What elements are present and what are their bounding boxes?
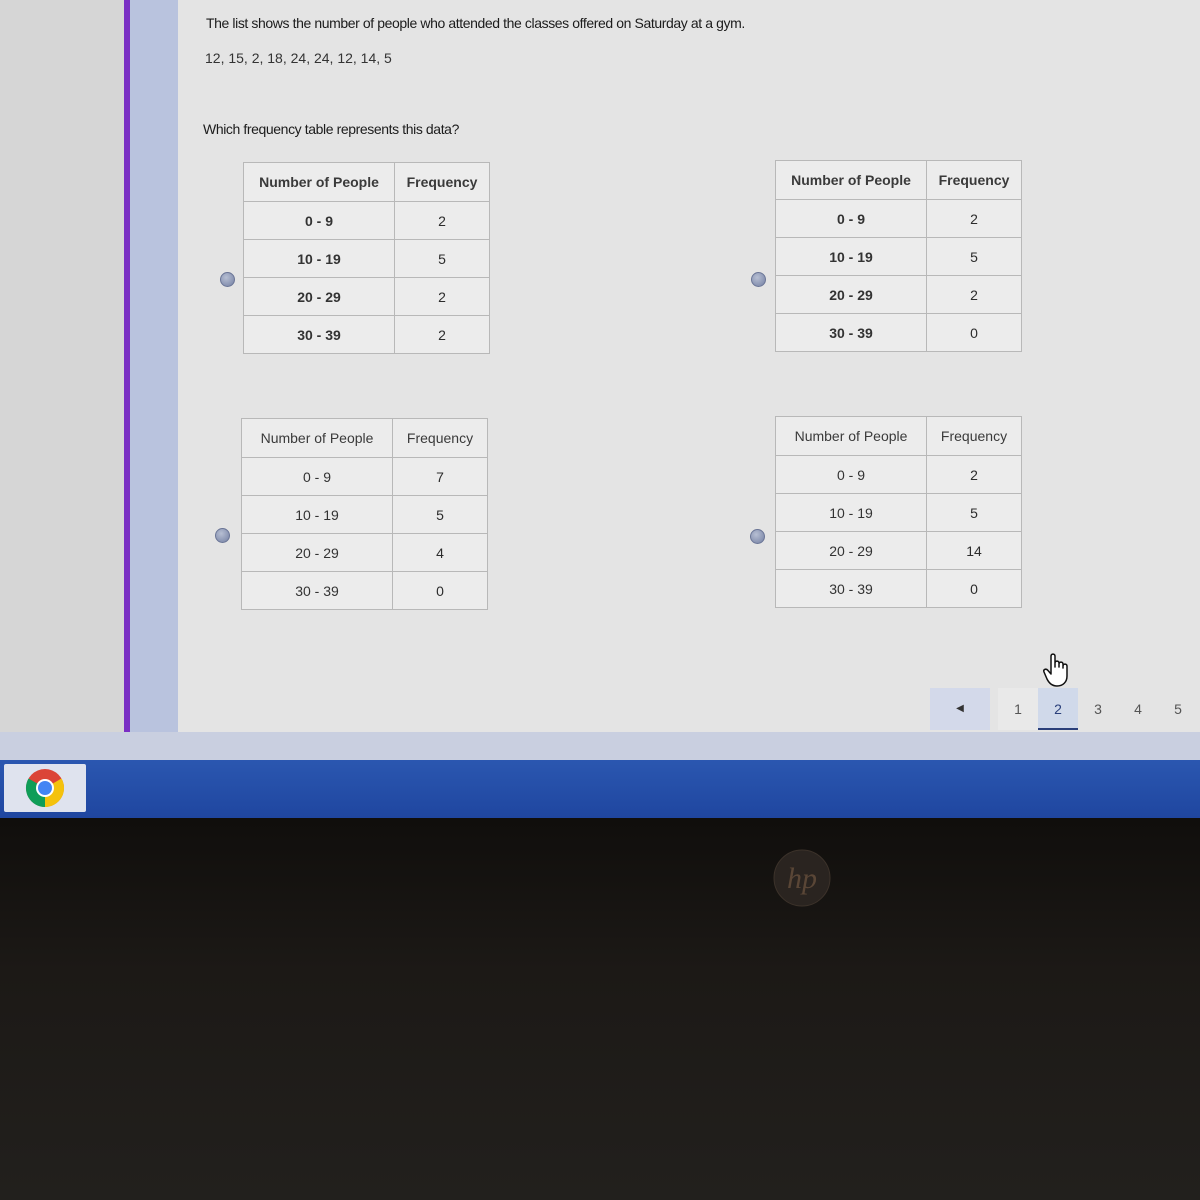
range-cell: 10 - 19 bbox=[776, 238, 927, 276]
option-c-table bbox=[241, 418, 488, 610]
range-cell: 30 - 39 bbox=[242, 572, 393, 610]
table-row bbox=[776, 200, 1022, 238]
frequency-cell: 2 bbox=[395, 278, 490, 316]
frequency-cell: 2 bbox=[927, 456, 1022, 494]
range-cell: 30 - 39 bbox=[776, 570, 927, 608]
header-number-of-people: Number of People bbox=[776, 417, 927, 456]
chrome-icon bbox=[24, 767, 66, 809]
side-strip bbox=[130, 0, 178, 732]
frequency-cell: 14 bbox=[927, 532, 1022, 570]
frequency-cell: 0 bbox=[393, 572, 488, 610]
hand-cursor-icon bbox=[1042, 652, 1072, 688]
option-b-radio[interactable] bbox=[751, 272, 766, 287]
table-header-row bbox=[244, 163, 490, 202]
frequency-cell: 5 bbox=[927, 238, 1022, 276]
table-row bbox=[776, 276, 1022, 314]
page-5-button[interactable]: 5 bbox=[1174, 701, 1182, 717]
option-b-table bbox=[775, 160, 1022, 352]
table-row bbox=[242, 534, 488, 572]
data-list: 12, 15, 2, 18, 24, 24, 12, 14, 5 bbox=[205, 50, 392, 66]
header-frequency: Frequency bbox=[927, 161, 1022, 200]
header-number-of-people: Number of People bbox=[776, 161, 927, 200]
table-row bbox=[244, 316, 490, 354]
range-cell: 20 - 29 bbox=[776, 276, 927, 314]
frequency-cell: 5 bbox=[393, 496, 488, 534]
frequency-cell: 0 bbox=[927, 570, 1022, 608]
range-cell: 10 - 19 bbox=[244, 240, 395, 278]
table-row bbox=[776, 494, 1022, 532]
table-row bbox=[776, 456, 1022, 494]
frequency-cell: 2 bbox=[395, 202, 490, 240]
question-panel bbox=[178, 0, 1200, 732]
left-gutter bbox=[0, 0, 126, 732]
frequency-cell: 5 bbox=[927, 494, 1022, 532]
range-cell: 30 - 39 bbox=[776, 314, 927, 352]
table-row bbox=[776, 570, 1022, 608]
header-number-of-people: Number of People bbox=[244, 163, 395, 202]
frequency-cell: 2 bbox=[927, 200, 1022, 238]
table-row bbox=[776, 532, 1022, 570]
page-3-button[interactable]: 3 bbox=[1094, 701, 1102, 717]
header-frequency: Frequency bbox=[393, 419, 488, 458]
hp-logo bbox=[772, 848, 832, 908]
range-cell: 0 - 9 bbox=[776, 200, 927, 238]
option-d-radio[interactable] bbox=[750, 529, 765, 544]
range-cell: 20 - 29 bbox=[244, 278, 395, 316]
range-cell: 10 - 19 bbox=[242, 496, 393, 534]
table-header-row bbox=[776, 417, 1022, 456]
table-row bbox=[776, 238, 1022, 276]
table-row bbox=[242, 572, 488, 610]
table-header-row bbox=[776, 161, 1022, 200]
range-cell: 0 - 9 bbox=[242, 458, 393, 496]
option-a-radio[interactable] bbox=[220, 272, 235, 287]
range-cell: 0 - 9 bbox=[776, 456, 927, 494]
frequency-cell: 5 bbox=[395, 240, 490, 278]
page-1-button[interactable]: 1 bbox=[998, 688, 1038, 730]
range-cell: 0 - 9 bbox=[244, 202, 395, 240]
header-number-of-people: Number of People bbox=[242, 419, 393, 458]
option-a-table bbox=[243, 162, 490, 354]
table-row bbox=[244, 240, 490, 278]
svg-text:hp: hp bbox=[787, 862, 817, 895]
frequency-cell: 0 bbox=[927, 314, 1022, 352]
taskbar bbox=[0, 760, 1200, 818]
range-cell: 30 - 39 bbox=[244, 316, 395, 354]
chrome-taskbar-button[interactable] bbox=[4, 764, 86, 812]
previous-page-button[interactable]: ◀ bbox=[930, 688, 990, 730]
frequency-cell: 4 bbox=[393, 534, 488, 572]
table-row bbox=[244, 278, 490, 316]
table-row bbox=[244, 202, 490, 240]
laptop-bezel bbox=[0, 818, 1200, 1200]
table-header-row bbox=[242, 419, 488, 458]
range-cell: 10 - 19 bbox=[776, 494, 927, 532]
frequency-cell: 7 bbox=[393, 458, 488, 496]
page-2-button-current[interactable]: 2 bbox=[1038, 688, 1078, 730]
question-text: Which frequency table represents this data? bbox=[203, 121, 459, 137]
range-cell: 20 - 29 bbox=[776, 532, 927, 570]
page-4-button[interactable]: 4 bbox=[1134, 701, 1142, 717]
question-prompt: The list shows the number of people who attended the classes offered on Saturday at a gym. bbox=[206, 15, 745, 31]
option-c-radio[interactable] bbox=[215, 528, 230, 543]
frequency-cell: 2 bbox=[927, 276, 1022, 314]
table-row bbox=[242, 458, 488, 496]
header-frequency: Frequency bbox=[927, 417, 1022, 456]
range-cell: 20 - 29 bbox=[242, 534, 393, 572]
table-row bbox=[242, 496, 488, 534]
frequency-cell: 2 bbox=[395, 316, 490, 354]
panel-footer bbox=[0, 732, 1200, 760]
option-d-table bbox=[775, 416, 1022, 608]
header-frequency: Frequency bbox=[395, 163, 490, 202]
table-row bbox=[776, 314, 1022, 352]
